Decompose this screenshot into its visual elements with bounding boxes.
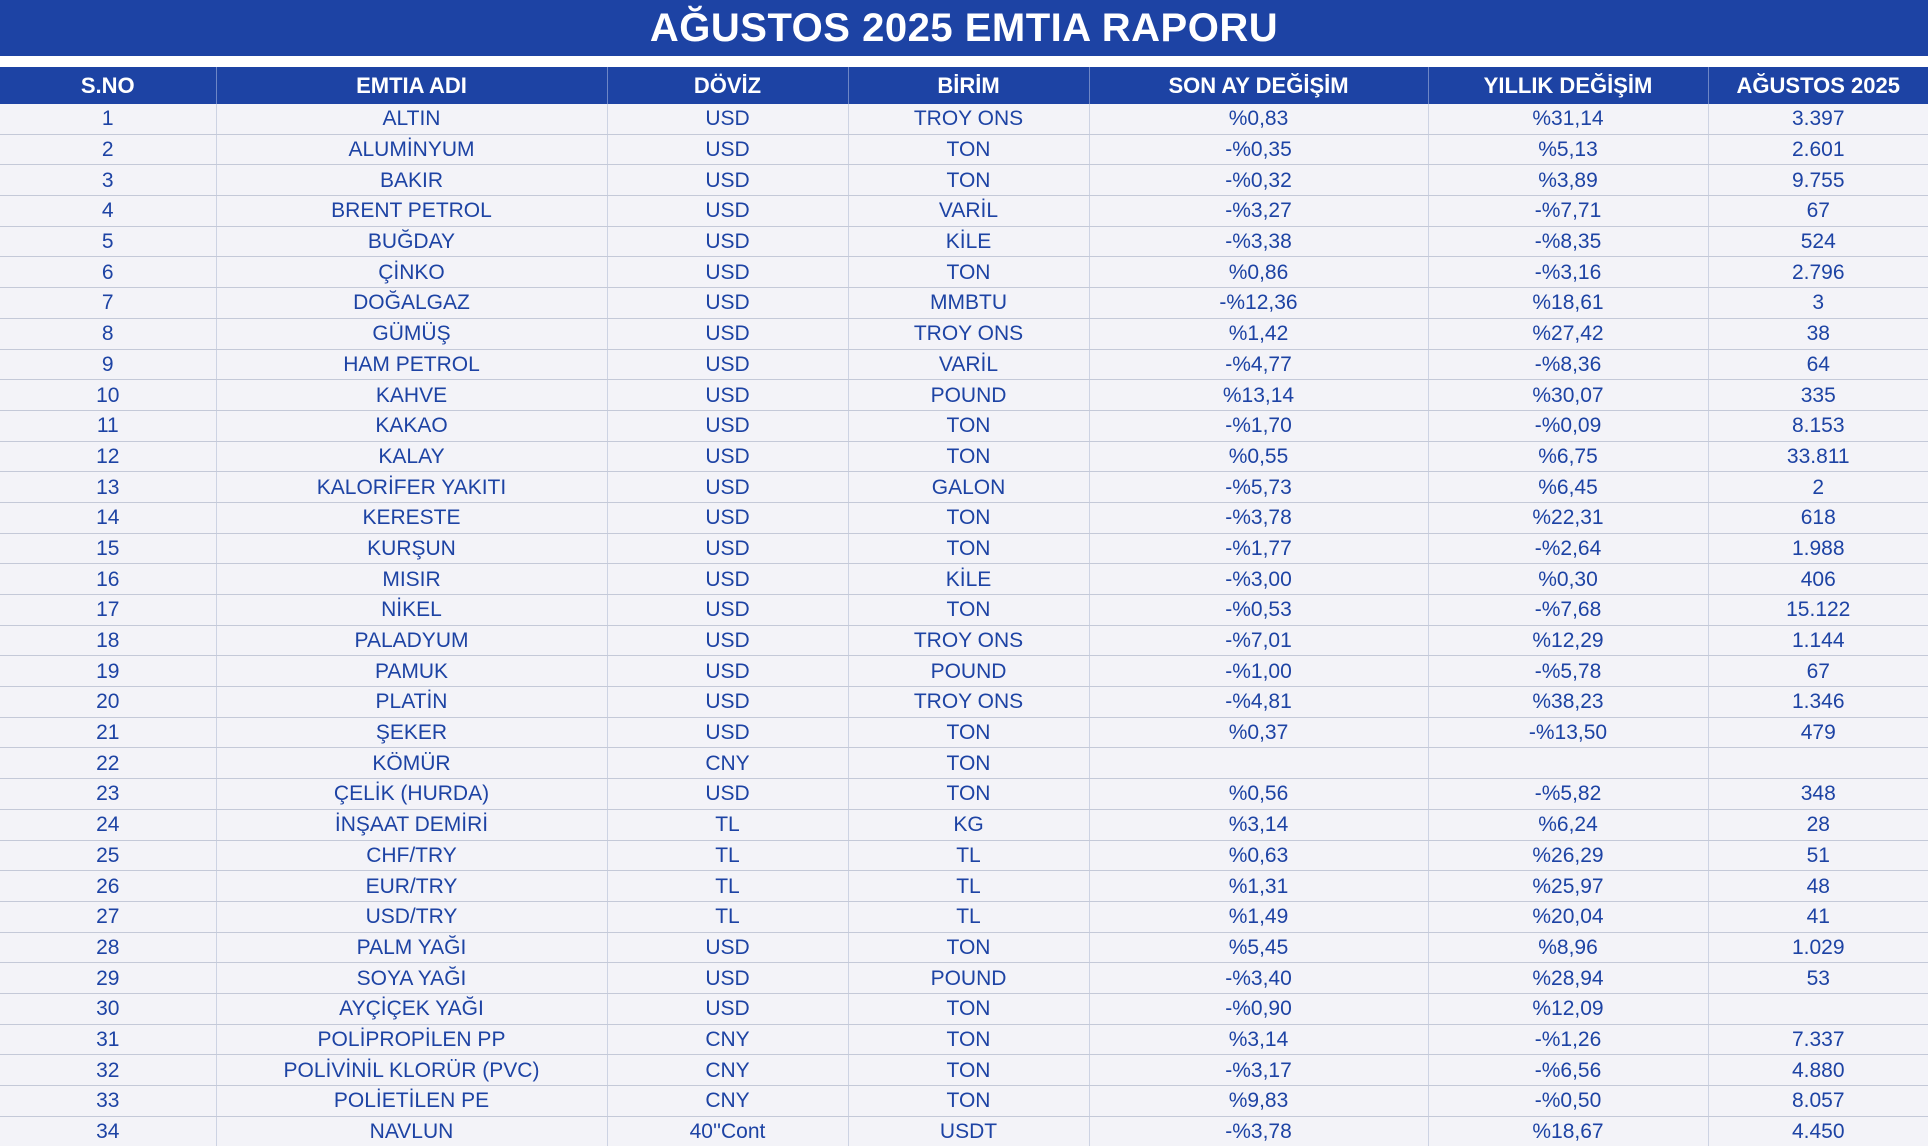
- cell-unit: TON: [848, 134, 1089, 165]
- cell-currency: USD: [607, 595, 848, 626]
- cell-yearly-change: %27,42: [1428, 318, 1708, 349]
- cell-yearly-change: -%8,36: [1428, 349, 1708, 380]
- table-row: [0, 1116, 1928, 1146]
- cell-currency: TL: [607, 809, 848, 840]
- cell-august-2025: 41: [1708, 901, 1928, 932]
- cell-sno: 30: [0, 993, 216, 1024]
- cell-commodity: BAKIR: [216, 165, 607, 196]
- report-title: AĞUSTOS 2025 EMTIA RAPORU: [649, 5, 1279, 50]
- cell-currency: TL: [607, 871, 848, 902]
- cell-unit: POUND: [848, 380, 1089, 411]
- cell-august-2025: 38: [1708, 318, 1928, 349]
- cell-commodity: PALM YAĞI: [216, 932, 607, 963]
- cell-monthly-change: -%3,27: [1089, 196, 1428, 227]
- cell-currency: 40''Cont: [607, 1116, 848, 1146]
- cell-monthly-change: -%3,17: [1089, 1055, 1428, 1086]
- cell-commodity: POLİETİLEN PE: [216, 1086, 607, 1117]
- cell-monthly-change: %0,86: [1089, 257, 1428, 288]
- cell-monthly-change: -%3,38: [1089, 226, 1428, 257]
- cell-commodity: POLİPROPİLEN PP: [216, 1024, 607, 1055]
- cell-monthly-change: -%4,77: [1089, 349, 1428, 380]
- table-row: [0, 502, 1928, 533]
- column-header-yearly-change: YILLIK DEĞİŞİM: [1428, 67, 1708, 104]
- cell-monthly-change: %9,83: [1089, 1086, 1428, 1117]
- cell-august-2025: 2: [1708, 472, 1928, 503]
- cell-yearly-change: %38,23: [1428, 687, 1708, 718]
- cell-sno: 15: [0, 533, 216, 564]
- cell-currency: USD: [607, 257, 848, 288]
- cell-august-2025: 4.880: [1708, 1055, 1928, 1086]
- cell-monthly-change: -%7,01: [1089, 625, 1428, 656]
- cell-sno: 18: [0, 625, 216, 656]
- cell-currency: USD: [607, 564, 848, 595]
- cell-august-2025: [1708, 748, 1928, 779]
- cell-monthly-change: %5,45: [1089, 932, 1428, 963]
- cell-sno: 17: [0, 595, 216, 626]
- cell-unit: USDT: [848, 1116, 1089, 1146]
- cell-yearly-change: -%0,50: [1428, 1086, 1708, 1117]
- cell-yearly-change: -%5,78: [1428, 656, 1708, 687]
- cell-sno: 4: [0, 196, 216, 227]
- cell-commodity: CHF/TRY: [216, 840, 607, 871]
- table-row: [0, 1024, 1928, 1055]
- cell-currency: USD: [607, 226, 848, 257]
- cell-unit: TON: [848, 502, 1089, 533]
- cell-yearly-change: [1428, 748, 1708, 779]
- cell-currency: USD: [607, 104, 848, 134]
- cell-commodity: KALORİFER YAKITI: [216, 472, 607, 503]
- cell-sno: 7: [0, 288, 216, 319]
- cell-yearly-change: -%1,26: [1428, 1024, 1708, 1055]
- cell-yearly-change: -%2,64: [1428, 533, 1708, 564]
- cell-commodity: AYÇİÇEK YAĞI: [216, 993, 607, 1024]
- cell-unit: KG: [848, 809, 1089, 840]
- column-header-currency: DÖVİZ: [607, 67, 848, 104]
- cell-sno: 14: [0, 502, 216, 533]
- table-body: [0, 104, 1928, 1146]
- cell-yearly-change: -%13,50: [1428, 717, 1708, 748]
- cell-unit: TON: [848, 1024, 1089, 1055]
- table-row: [0, 840, 1928, 871]
- cell-yearly-change: %12,09: [1428, 993, 1708, 1024]
- cell-yearly-change: %6,24: [1428, 809, 1708, 840]
- cell-currency: CNY: [607, 1055, 848, 1086]
- table-row: [0, 472, 1928, 503]
- cell-august-2025: 15.122: [1708, 595, 1928, 626]
- cell-sno: 34: [0, 1116, 216, 1146]
- cell-sno: 6: [0, 257, 216, 288]
- cell-unit: TON: [848, 717, 1089, 748]
- cell-unit: TON: [848, 932, 1089, 963]
- cell-commodity: PLATİN: [216, 687, 607, 718]
- cell-commodity: EUR/TRY: [216, 871, 607, 902]
- cell-monthly-change: %3,14: [1089, 809, 1428, 840]
- cell-yearly-change: -%7,71: [1428, 196, 1708, 227]
- cell-yearly-change: %30,07: [1428, 380, 1708, 411]
- cell-currency: USD: [607, 656, 848, 687]
- cell-currency: USD: [607, 502, 848, 533]
- cell-currency: TL: [607, 901, 848, 932]
- cell-monthly-change: %13,14: [1089, 380, 1428, 411]
- cell-unit: TROY ONS: [848, 687, 1089, 718]
- column-header-august-2025: AĞUSTOS 2025: [1708, 67, 1928, 104]
- table-row: [0, 779, 1928, 810]
- cell-currency: CNY: [607, 1086, 848, 1117]
- cell-currency: USD: [607, 625, 848, 656]
- cell-unit: TON: [848, 993, 1089, 1024]
- cell-unit: TON: [848, 595, 1089, 626]
- cell-august-2025: 1.144: [1708, 625, 1928, 656]
- cell-sno: 26: [0, 871, 216, 902]
- cell-unit: TL: [848, 840, 1089, 871]
- table-row: [0, 134, 1928, 165]
- table-row: [0, 288, 1928, 319]
- cell-unit: TON: [848, 1055, 1089, 1086]
- cell-august-2025: 67: [1708, 196, 1928, 227]
- table-row: [0, 748, 1928, 779]
- cell-unit: TROY ONS: [848, 104, 1089, 134]
- cell-unit: TON: [848, 165, 1089, 196]
- table-row: [0, 901, 1928, 932]
- cell-unit: TL: [848, 901, 1089, 932]
- cell-currency: USD: [607, 196, 848, 227]
- cell-yearly-change: %26,29: [1428, 840, 1708, 871]
- cell-yearly-change: %25,97: [1428, 871, 1708, 902]
- table-row: [0, 380, 1928, 411]
- table-row: [0, 687, 1928, 718]
- cell-currency: USD: [607, 349, 848, 380]
- cell-august-2025: 4.450: [1708, 1116, 1928, 1146]
- cell-sno: 20: [0, 687, 216, 718]
- cell-monthly-change: -%5,73: [1089, 472, 1428, 503]
- cell-monthly-change: -%0,32: [1089, 165, 1428, 196]
- cell-unit: TL: [848, 871, 1089, 902]
- cell-monthly-change: %0,37: [1089, 717, 1428, 748]
- cell-yearly-change: %6,75: [1428, 441, 1708, 472]
- column-header-sno: S.NO: [0, 67, 216, 104]
- cell-commodity: KURŞUN: [216, 533, 607, 564]
- cell-monthly-change: %1,31: [1089, 871, 1428, 902]
- cell-yearly-change: -%7,68: [1428, 595, 1708, 626]
- table-row: [0, 410, 1928, 441]
- table-row: [0, 196, 1928, 227]
- cell-currency: USD: [607, 288, 848, 319]
- cell-august-2025: 7.337: [1708, 1024, 1928, 1055]
- cell-commodity: ÇELİK (HURDA): [216, 779, 607, 810]
- cell-yearly-change: -%6,56: [1428, 1055, 1708, 1086]
- cell-monthly-change: -%1,00: [1089, 656, 1428, 687]
- cell-august-2025: 67: [1708, 656, 1928, 687]
- cell-currency: USD: [607, 932, 848, 963]
- cell-august-2025: [1708, 993, 1928, 1024]
- cell-commodity: BUĞDAY: [216, 226, 607, 257]
- table-row: [0, 257, 1928, 288]
- cell-commodity: ALTIN: [216, 104, 607, 134]
- cell-currency: CNY: [607, 748, 848, 779]
- cell-sno: 21: [0, 717, 216, 748]
- cell-yearly-change: %3,89: [1428, 165, 1708, 196]
- cell-august-2025: 3.397: [1708, 104, 1928, 134]
- cell-currency: USD: [607, 963, 848, 994]
- table-row: [0, 318, 1928, 349]
- cell-unit: POUND: [848, 656, 1089, 687]
- cell-unit: TON: [848, 410, 1089, 441]
- table-row: [0, 165, 1928, 196]
- cell-monthly-change: -%0,90: [1089, 993, 1428, 1024]
- cell-august-2025: 1.029: [1708, 932, 1928, 963]
- cell-currency: USD: [607, 165, 848, 196]
- cell-commodity: USD/TRY: [216, 901, 607, 932]
- cell-currency: CNY: [607, 1024, 848, 1055]
- cell-yearly-change: %0,30: [1428, 564, 1708, 595]
- cell-monthly-change: -%12,36: [1089, 288, 1428, 319]
- cell-monthly-change: -%3,40: [1089, 963, 1428, 994]
- cell-yearly-change: %5,13: [1428, 134, 1708, 165]
- cell-monthly-change: -%4,81: [1089, 687, 1428, 718]
- table-row: [0, 993, 1928, 1024]
- cell-unit: VARİL: [848, 196, 1089, 227]
- cell-sno: 12: [0, 441, 216, 472]
- cell-sno: 2: [0, 134, 216, 165]
- cell-currency: USD: [607, 318, 848, 349]
- cell-monthly-change: -%3,00: [1089, 564, 1428, 595]
- cell-unit: VARİL: [848, 349, 1089, 380]
- cell-unit: GALON: [848, 472, 1089, 503]
- cell-sno: 24: [0, 809, 216, 840]
- table-row: [0, 717, 1928, 748]
- table-row: [0, 564, 1928, 595]
- table-row: [0, 533, 1928, 564]
- cell-commodity: MISIR: [216, 564, 607, 595]
- cell-august-2025: 8.153: [1708, 410, 1928, 441]
- cell-sno: 19: [0, 656, 216, 687]
- cell-currency: USD: [607, 533, 848, 564]
- cell-currency: USD: [607, 472, 848, 503]
- cell-commodity: ÇİNKO: [216, 257, 607, 288]
- cell-unit: TON: [848, 1086, 1089, 1117]
- cell-sno: 3: [0, 165, 216, 196]
- cell-commodity: KAKAO: [216, 410, 607, 441]
- cell-monthly-change: [1089, 748, 1428, 779]
- cell-monthly-change: %1,42: [1089, 318, 1428, 349]
- cell-august-2025: 406: [1708, 564, 1928, 595]
- cell-commodity: SOYA YAĞI: [216, 963, 607, 994]
- cell-monthly-change: -%0,35: [1089, 134, 1428, 165]
- cell-august-2025: 1.988: [1708, 533, 1928, 564]
- cell-monthly-change: %0,83: [1089, 104, 1428, 134]
- cell-yearly-change: -%3,16: [1428, 257, 1708, 288]
- cell-monthly-change: %0,56: [1089, 779, 1428, 810]
- cell-commodity: KÖMÜR: [216, 748, 607, 779]
- cell-sno: 29: [0, 963, 216, 994]
- column-header-monthly-change: SON AY DEĞİŞİM: [1089, 67, 1428, 104]
- table-row: [0, 1086, 1928, 1117]
- cell-monthly-change: %0,63: [1089, 840, 1428, 871]
- cell-monthly-change: -%3,78: [1089, 1116, 1428, 1146]
- cell-currency: TL: [607, 840, 848, 871]
- cell-monthly-change: -%1,77: [1089, 533, 1428, 564]
- cell-august-2025: 64: [1708, 349, 1928, 380]
- cell-currency: USD: [607, 380, 848, 411]
- cell-commodity: ŞEKER: [216, 717, 607, 748]
- table-row: [0, 963, 1928, 994]
- cell-currency: USD: [607, 779, 848, 810]
- cell-sno: 8: [0, 318, 216, 349]
- cell-commodity: ALUMİNYUM: [216, 134, 607, 165]
- cell-unit: TROY ONS: [848, 318, 1089, 349]
- cell-sno: 31: [0, 1024, 216, 1055]
- cell-commodity: NİKEL: [216, 595, 607, 626]
- cell-yearly-change: %12,29: [1428, 625, 1708, 656]
- cell-august-2025: 348: [1708, 779, 1928, 810]
- table-row: [0, 104, 1928, 134]
- cell-unit: TON: [848, 441, 1089, 472]
- cell-unit: KİLE: [848, 226, 1089, 257]
- cell-currency: USD: [607, 441, 848, 472]
- cell-sno: 32: [0, 1055, 216, 1086]
- cell-yearly-change: %22,31: [1428, 502, 1708, 533]
- cell-unit: TON: [848, 257, 1089, 288]
- cell-yearly-change: -%8,35: [1428, 226, 1708, 257]
- cell-sno: 25: [0, 840, 216, 871]
- cell-august-2025: 3: [1708, 288, 1928, 319]
- table-row: [0, 1055, 1928, 1086]
- cell-august-2025: 479: [1708, 717, 1928, 748]
- cell-august-2025: 48: [1708, 871, 1928, 902]
- table-row: [0, 932, 1928, 963]
- column-header-unit: BİRİM: [848, 67, 1089, 104]
- cell-sno: 27: [0, 901, 216, 932]
- cell-unit: TON: [848, 748, 1089, 779]
- cell-monthly-change: %3,14: [1089, 1024, 1428, 1055]
- cell-yearly-change: -%0,09: [1428, 410, 1708, 441]
- cell-august-2025: 33.811: [1708, 441, 1928, 472]
- cell-august-2025: 2.601: [1708, 134, 1928, 165]
- cell-monthly-change: %0,55: [1089, 441, 1428, 472]
- cell-yearly-change: -%5,82: [1428, 779, 1708, 810]
- cell-commodity: KALAY: [216, 441, 607, 472]
- table-row: [0, 871, 1928, 902]
- cell-august-2025: 8.057: [1708, 1086, 1928, 1117]
- cell-august-2025: 51: [1708, 840, 1928, 871]
- cell-yearly-change: %18,67: [1428, 1116, 1708, 1146]
- cell-unit: MMBTU: [848, 288, 1089, 319]
- cell-monthly-change: -%0,53: [1089, 595, 1428, 626]
- cell-unit: TON: [848, 533, 1089, 564]
- cell-sno: 23: [0, 779, 216, 810]
- cell-commodity: NAVLUN: [216, 1116, 607, 1146]
- cell-yearly-change: %6,45: [1428, 472, 1708, 503]
- cell-yearly-change: %8,96: [1428, 932, 1708, 963]
- cell-sno: 16: [0, 564, 216, 595]
- cell-commodity: DOĞALGAZ: [216, 288, 607, 319]
- cell-yearly-change: %31,14: [1428, 104, 1708, 134]
- table-row: [0, 625, 1928, 656]
- table-row: [0, 809, 1928, 840]
- cell-sno: 22: [0, 748, 216, 779]
- cell-yearly-change: %20,04: [1428, 901, 1708, 932]
- cell-sno: 28: [0, 932, 216, 963]
- cell-yearly-change: %18,61: [1428, 288, 1708, 319]
- cell-commodity: GÜMÜŞ: [216, 318, 607, 349]
- cell-commodity: İNŞAAT DEMİRİ: [216, 809, 607, 840]
- table-row: [0, 226, 1928, 257]
- cell-commodity: HAM PETROL: [216, 349, 607, 380]
- cell-currency: USD: [607, 717, 848, 748]
- cell-currency: USD: [607, 410, 848, 441]
- cell-unit: TROY ONS: [848, 625, 1089, 656]
- cell-august-2025: 53: [1708, 963, 1928, 994]
- cell-sno: 1: [0, 104, 216, 134]
- column-header-commodity: EMTIA ADI: [216, 67, 607, 104]
- cell-august-2025: 1.346: [1708, 687, 1928, 718]
- cell-commodity: PALADYUM: [216, 625, 607, 656]
- cell-august-2025: 618: [1708, 502, 1928, 533]
- table-row: [0, 349, 1928, 380]
- cell-unit: TON: [848, 779, 1089, 810]
- cell-commodity: PAMUK: [216, 656, 607, 687]
- cell-unit: POUND: [848, 963, 1089, 994]
- table-row: [0, 441, 1928, 472]
- cell-currency: USD: [607, 134, 848, 165]
- cell-sno: 11: [0, 410, 216, 441]
- cell-august-2025: 524: [1708, 226, 1928, 257]
- cell-august-2025: 9.755: [1708, 165, 1928, 196]
- cell-commodity: BRENT PETROL: [216, 196, 607, 227]
- cell-sno: 9: [0, 349, 216, 380]
- report-title-bar: [0, 0, 1928, 56]
- cell-monthly-change: -%3,78: [1089, 502, 1428, 533]
- cell-currency: USD: [607, 687, 848, 718]
- cell-sno: 10: [0, 380, 216, 411]
- cell-currency: USD: [607, 993, 848, 1024]
- cell-august-2025: 2.796: [1708, 257, 1928, 288]
- cell-august-2025: 28: [1708, 809, 1928, 840]
- cell-august-2025: 335: [1708, 380, 1928, 411]
- cell-commodity: KERESTE: [216, 502, 607, 533]
- cell-sno: 13: [0, 472, 216, 503]
- cell-commodity: KAHVE: [216, 380, 607, 411]
- cell-unit: KİLE: [848, 564, 1089, 595]
- table-row: [0, 656, 1928, 687]
- table-row: [0, 595, 1928, 626]
- cell-sno: 5: [0, 226, 216, 257]
- table-header-row: [0, 67, 1928, 104]
- cell-commodity: POLİVİNİL KLORÜR (PVC): [216, 1055, 607, 1086]
- cell-sno: 33: [0, 1086, 216, 1117]
- cell-monthly-change: -%1,70: [1089, 410, 1428, 441]
- cell-monthly-change: %1,49: [1089, 901, 1428, 932]
- cell-yearly-change: %28,94: [1428, 963, 1708, 994]
- commodity-table: [0, 67, 1928, 1146]
